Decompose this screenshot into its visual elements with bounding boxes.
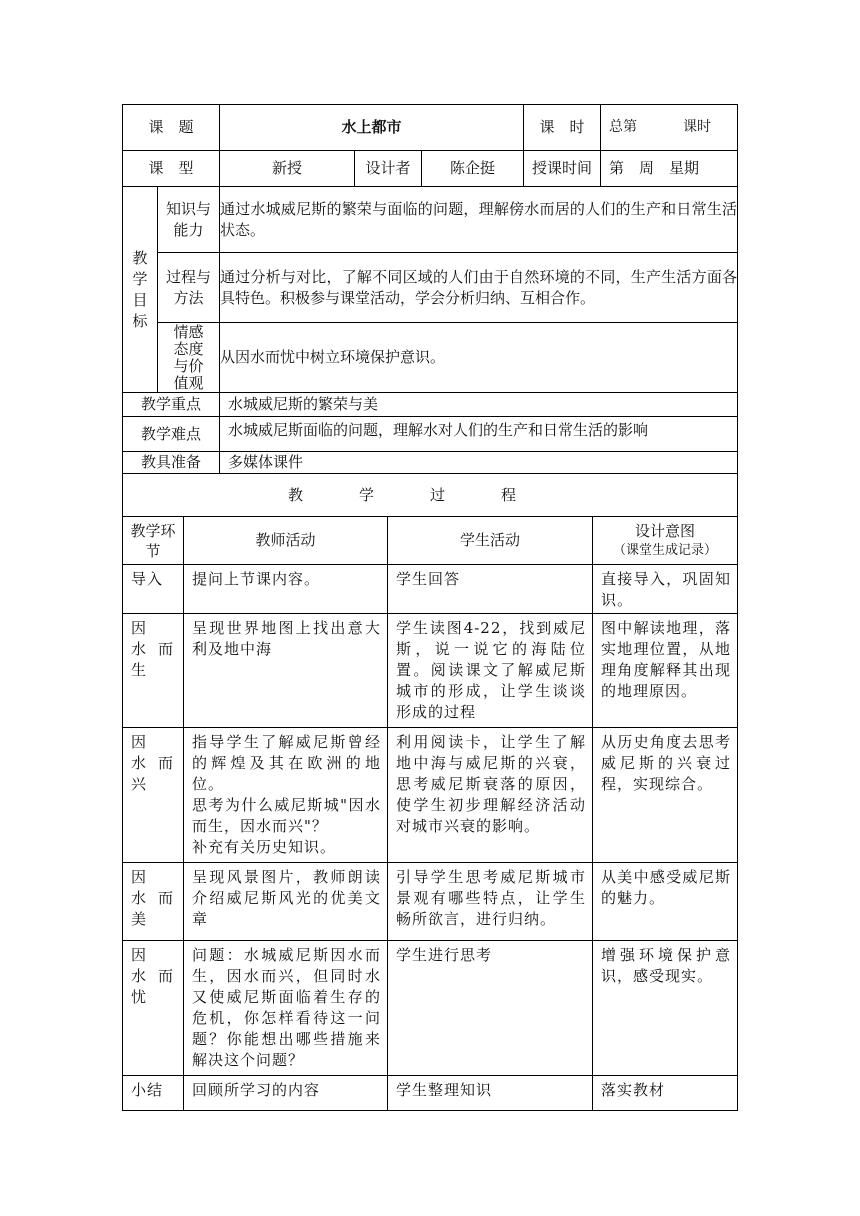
period-value-unit: 课时 (683, 119, 712, 135)
goal-text-process: 通过分析与对比，了解不同区域的人们由于自然环境的不同，生产生活方面各具特色。积极参与课堂活动，学会分析归纳、互相合作。 (220, 253, 738, 323)
teacher-cell: 提问上节课内容。 (184, 565, 388, 614)
goal-text-attitude: 从因水而忧中树立环境保护意识。 (220, 323, 738, 393)
lesson-info-table (122, 104, 738, 517)
goals-label: 教学目标 (123, 187, 158, 393)
design-cell: 图中解读地理，落实地理位置，从地理角度解释其出现的地理原因。 (593, 614, 738, 728)
teacher-cell: 问题：水城威尼斯因水而生，因水而兴，但同时水又使威尼斯面临着生存的危机，你怎样看待这一问题？你能想出哪些措施来解决这个问题？ (184, 941, 388, 1076)
teacher-cell: 回顾所学习的内容 (184, 1076, 388, 1111)
design-cell: 直接导入，巩固知识。 (593, 565, 738, 614)
stage-cell: 因 水而美 (123, 863, 184, 941)
table-row (123, 614, 738, 728)
tools-label: 教具准备 (123, 452, 220, 474)
teacher-cell: 指导学生了解威尼斯曾经的辉煌及其在欧洲的地位。 思考为什么威尼斯城"因水而生，因水而兴"？ 补充有关历史知识。 (184, 728, 388, 863)
period-label: 课 时 (524, 105, 601, 151)
stage-cell: 因 水而兴 (123, 728, 184, 863)
table-row (123, 863, 738, 941)
design-cell: 增强环境保护意识，感受现实。 (593, 941, 738, 1076)
process-table (122, 516, 738, 1111)
header-design-title: 设计意图 (634, 522, 695, 540)
time-label: 授课时间 (524, 151, 601, 187)
designer-value: 陈企挺 (422, 151, 524, 187)
table-row (123, 1076, 738, 1111)
teacher-cell: 呈现世界地图上找出意大利及地中海 (184, 614, 388, 728)
student-cell: 学生整理知识 (388, 1076, 593, 1111)
period-value-total: 总第 (609, 119, 638, 135)
design-cell: 从美中感受威尼斯的魅力。 (593, 863, 738, 941)
stage-cell: 因 水而忧 (123, 941, 184, 1076)
tools-text: 多媒体课件 (220, 452, 738, 474)
goal-label-process: 过程与方法 (158, 253, 220, 323)
header-design (593, 517, 738, 565)
table-row (123, 565, 738, 614)
goal-text-knowledge: 通过水城威尼斯的繁荣与面临的问题，理解傍水而居的人们的生产和日常生活状态。 (220, 187, 738, 253)
stage-cell: 导入 (123, 565, 184, 614)
topic-value: 水上都市 (220, 105, 524, 151)
header-design-sub: （课堂生成记录） (612, 543, 717, 558)
header-student: 学生活动 (388, 517, 593, 565)
stage-cell: 小结 (123, 1076, 184, 1111)
topic-label: 课 题 (123, 105, 220, 151)
type-value: 新授 (220, 151, 355, 187)
difficulty-text: 水城威尼斯面临的问题，理解水对人们的生产和日常生活的影响 (220, 417, 738, 452)
table-row (123, 728, 738, 863)
student-cell: 引导学生思考威尼斯城市景观有哪些特点，让学生畅所欲言，进行归纳。 (388, 863, 593, 941)
table-row (123, 941, 738, 1076)
stage-cell: 因 水而生 (123, 614, 184, 728)
header-teacher: 教师活动 (184, 517, 388, 565)
goal-label-knowledge: 知识与能力 (158, 187, 220, 253)
type-label: 课 型 (123, 151, 220, 187)
difficulty-label: 教学难点 (123, 417, 220, 452)
process-title: 教学过程 (123, 474, 738, 517)
design-cell: 从历史角度去思考威尼斯的兴衰过程，实现综合。 (593, 728, 738, 863)
student-cell: 学生回答 (388, 565, 593, 614)
header-stage: 教学环节 (123, 517, 184, 565)
goal-label-attitude: 情感态度与价值观 (158, 323, 220, 393)
key-point-label: 教学重点 (123, 393, 220, 417)
period-value (601, 105, 738, 151)
design-cell: 落实教材 (593, 1076, 738, 1111)
student-cell: 学生读图4-22，找到威尼斯，说一说它的海陆位置。阅读课文了解威尼斯城市的形成，让学生谈谈形成的过程 (388, 614, 593, 728)
teacher-cell: 呈现风景图片，教师朗读介绍威尼斯风光的优美文章 (184, 863, 388, 941)
student-cell: 利用阅读卡，让学生了解地中海与威尼斯的兴衰，思考威尼斯衰落的原因，使学生初步理解经济活动对城市兴衰的影响。 (388, 728, 593, 863)
time-value: 第 周 星期 (601, 151, 738, 187)
student-cell: 学生进行思考 (388, 941, 593, 1076)
designer-label: 设计者 (355, 151, 422, 187)
key-point-text: 水城威尼斯的繁荣与美 (220, 393, 738, 417)
